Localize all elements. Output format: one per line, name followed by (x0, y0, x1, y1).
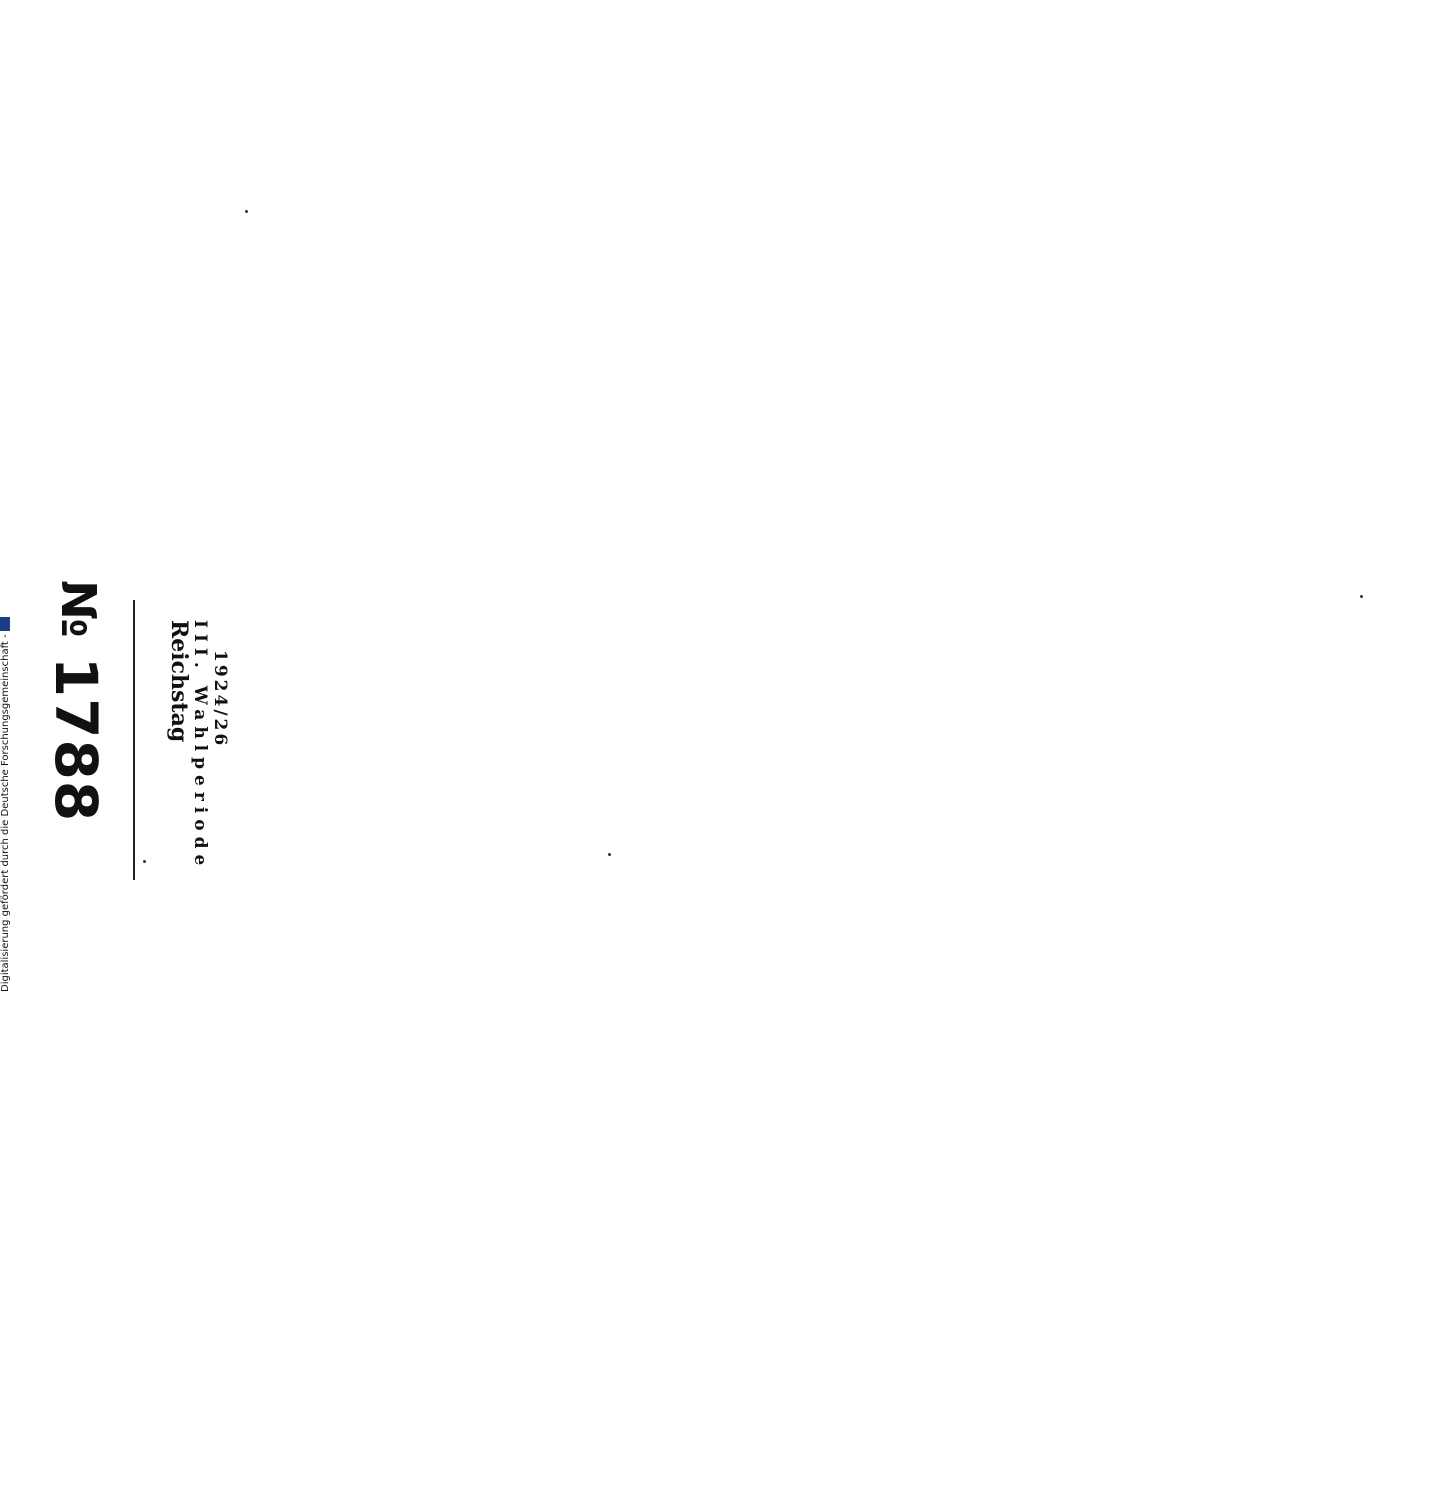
number-value: 1788 (42, 656, 110, 823)
digitization-note (0, 613, 11, 1000)
scan-speck (245, 210, 248, 213)
document-page (0, 500, 240, 1500)
digitization-text: Digitalisierung gefördert durch die Deutsche Forschungsgemeinschaft - (0, 634, 11, 992)
number-prefix: № (50, 580, 106, 639)
scan-speck (608, 853, 611, 856)
period-label: III. Wahlperiode (190, 620, 210, 872)
dfg-logo-icon (0, 617, 10, 631)
document-number (42, 580, 110, 822)
scan-speck (1360, 595, 1363, 598)
scan-speck (143, 860, 146, 863)
period-years: 1924/26 (210, 650, 230, 749)
house-name: Reichstag (166, 620, 192, 743)
header-rule (133, 600, 135, 880)
